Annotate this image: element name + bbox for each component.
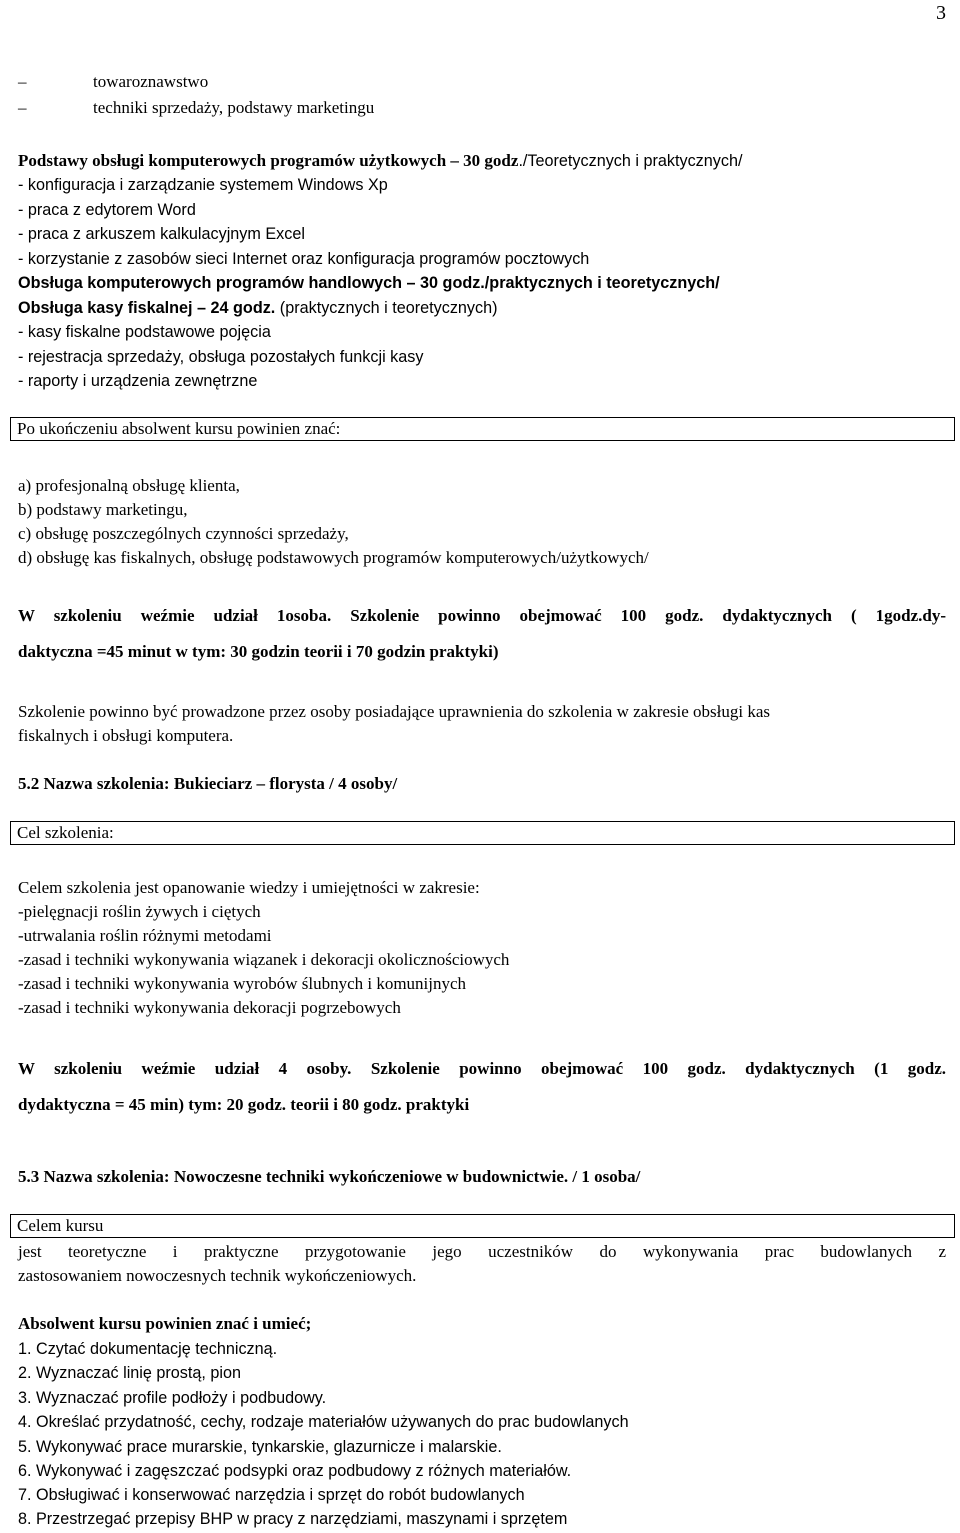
list-item: - raporty i urządzenia zewnętrzne [18,372,258,390]
page-number: 3 [936,2,946,24]
participants-line: W szkoleniu weźmie udział 1osoba. Szkolenie powinno obejmować 100 godz. dydaktycznych ( 1godz.dy- [18,606,946,625]
list-item: 4. Określać przydatność, cechy, rodzaje materiałów używanych do prac budowlanych [18,1413,629,1431]
participants-line: daktyczna =45 minut w tym: 30 godzin teorii i 70 godzin praktyki) [18,642,499,661]
section-heading: Absolwent kursu powinien znać i umieć; [18,1314,312,1333]
list-item: 7. Obsługiwać i konserwować narzędzia i sprzęt do robót budowlanych [18,1486,525,1504]
list-item: -zasad i techniki wykonywania dekoracji pogrzebowych [18,998,401,1017]
list-item: c) obsługę poszczególnych czynności sprzedaży, [18,524,349,543]
list-item: 5. Wykonywać prace murarskie, tynkarskie, glazurnicze i malarskie. [18,1438,502,1456]
paragraph: Celem szkolenia jest opanowanie wiedzy i umiejętności w zakresie: [18,878,480,897]
paragraph: zastosowaniem nowoczesnych technik wykończeniowych. [18,1266,417,1285]
list-item: 8. Przestrzegać przepisy BHP w pracy z narzędziami, maszynami i sprzętem [18,1510,568,1528]
section-heading: Obsługa kasy fiskalnej – 24 godz. (praktycznych i teoretycznych) [18,299,498,317]
list-item: a) profesjonalną obsługę klienta, [18,476,240,495]
paragraph: jest teoretyczne i praktyczne przygotowanie jego uczestników do wykonywania prac budowlanych z [18,1242,946,1261]
list-item: -zasad i techniki wykonywania wyrobów ślubnych i komunijnych [18,974,467,993]
boxed-heading: Celem kursu [10,1214,955,1238]
paragraph: Szkolenie powinno być prowadzone przez osoby posiadające uprawnienia do szkolenia w zakresie obsługi kas [18,702,771,721]
section-heading: Podstawy obsługi komputerowych programów użytkowych – 30 godz./Teoretycznych i praktycznych/ [18,151,743,170]
list-item: 6. Wykonywać i zagęszczać podsypki oraz podbudowy z różnych materiałów. [18,1462,572,1480]
list-item: 3. Wyznaczać profile podłoży i podbudowy. [18,1389,327,1407]
list-item: -utrwalania roślin różnymi metodami [18,926,272,945]
list-item: - praca z arkuszem kalkulacyjnym Excel [18,225,305,243]
list-item: - korzystanie z zasobów sieci Internet oraz konfiguracja programów pocztowych [18,250,590,268]
list-item: – techniki sprzedaży, podstawy marketingu [18,98,375,117]
boxed-heading: Po ukończeniu absolwent kursu powinien znać: [10,417,955,441]
list-item: -pielęgnacji roślin żywych i ciętych [18,902,261,921]
list-item: - konfiguracja i zarządzanie systemem Windows Xp [18,176,388,194]
list-item: – towaroznawstwo [18,72,209,91]
list-item: -zasad i techniki wykonywania wiązanek i dekoracji okolicznościowych [18,950,510,969]
list-item: b) podstawy marketingu, [18,500,188,519]
list-item: - kasy fiskalne podstawowe pojęcia [18,323,271,341]
list-item: 2. Wyznaczać linię prostą, pion [18,1364,241,1382]
paragraph: fiskalnych i obsługi komputera. [18,726,234,745]
boxed-heading: Cel szkolenia: [10,821,955,845]
section-title: 5.3 Nazwa szkolenia: Nowoczesne techniki wykończeniowe w budownictwie. / 1 osoba/ [18,1167,641,1186]
list-item: 1. Czytać dokumentację techniczną. [18,1340,278,1358]
participants-line: dydaktyczna = 45 min) tym: 20 godz. teorii i 80 godz. praktyki [18,1095,470,1114]
section-title: 5.2 Nazwa szkolenia: Bukieciarz – florysta / 4 osoby/ [18,774,398,793]
list-item: - praca z edytorem Word [18,201,196,219]
section-heading: Obsługa komputerowych programów handlowych – 30 godz./praktycznych i teoretycznych/ [18,274,720,292]
list-item: - rejestracja sprzedaży, obsługa pozostałych funkcji kasy [18,348,424,366]
participants-line: W szkoleniu weźmie udział 4 osoby. Szkolenie powinno obejmować 100 godz. dydaktycznych (1 godz. [18,1059,946,1078]
list-item: d) obsługę kas fiskalnych, obsługę podstawowych programów komputerowych/użytkowych/ [18,548,649,567]
